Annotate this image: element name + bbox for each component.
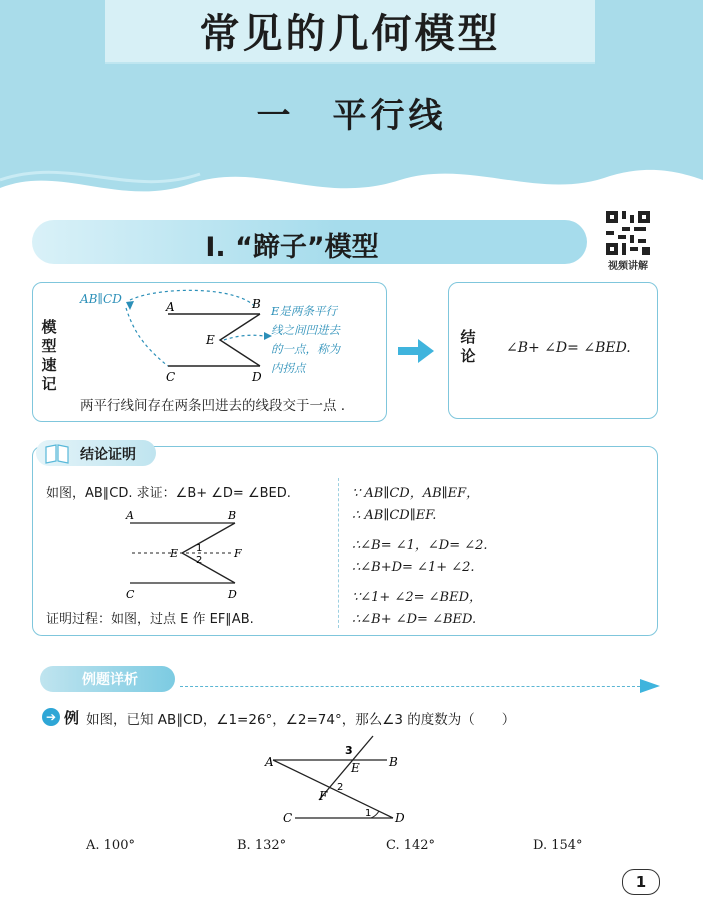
proof-point-f: F <box>234 547 242 560</box>
example-point-c: C <box>283 811 293 825</box>
model-note-line: E是两条平行 <box>271 304 337 318</box>
proof-step: ∴∠B+D= ∠1+ ∠2. <box>352 560 475 575</box>
proof-step: ∵∠1+ ∠2= ∠BED， <box>352 590 483 605</box>
model-label-char: 模 <box>41 318 57 336</box>
example-angle-3: 3 <box>345 744 353 757</box>
model-point-d: D <box>252 370 262 384</box>
example-question: 如图，已知 AB∥CD，∠1=26°，∠2=74°，那么∠3 的度数为（ ） <box>86 712 516 728</box>
proof-point-b: B <box>228 509 237 522</box>
qr-code-icon[interactable] <box>606 211 650 255</box>
example-point-a: A <box>265 755 274 769</box>
subtitle-title: I. “蹄子”模型 <box>205 232 379 263</box>
option-d[interactable]: D. 154° <box>533 838 583 853</box>
model-figure <box>60 286 280 386</box>
example-point-e: E <box>351 761 360 775</box>
model-point-a: A <box>166 300 175 314</box>
model-label-char: 记 <box>41 375 57 393</box>
example-angle-1: 1 <box>365 808 372 819</box>
model-parallel-label: AB∥CD <box>80 292 122 306</box>
header-wave <box>0 150 703 220</box>
conclusion-label <box>459 328 477 366</box>
model-point-b: B <box>252 297 261 311</box>
option-c[interactable]: C. 142° <box>386 838 436 853</box>
conclusion-label-char: 论 <box>460 347 476 365</box>
proof-point-d: D <box>228 588 237 601</box>
model-note <box>271 302 371 378</box>
section-title: 一 平行线 <box>256 96 447 136</box>
conclusion-label-char: 结 <box>460 328 476 346</box>
option-b[interactable]: B. 132° <box>237 838 287 853</box>
qr-caption: 视频讲解 <box>608 261 648 272</box>
example-dash-line <box>180 686 640 687</box>
proof-process: 证明过程：如图，过点 E 作 EF∥AB. <box>46 612 254 627</box>
page-number: 1 <box>622 869 660 895</box>
proof-step: ∴ AB∥CD∥EF. <box>352 508 437 523</box>
example-tab-label: 例题详析 <box>82 672 138 688</box>
model-note-line: 线之间凹进去 <box>271 323 340 337</box>
proof-angle-2: 2 <box>196 555 203 566</box>
right-arrow-icon <box>398 339 434 363</box>
example-point-f: F <box>319 789 328 803</box>
proof-figure <box>120 505 280 605</box>
proof-point-a: A <box>126 509 134 522</box>
example-point-d: D <box>395 811 405 825</box>
conclusion-formula: ∠B+ ∠D= ∠BED. <box>506 340 631 356</box>
model-point-e: E <box>206 333 215 347</box>
example-figure <box>255 730 425 830</box>
proof-prompt: 如图，AB∥CD. 求证：∠B+ ∠D= ∠BED. <box>46 486 291 501</box>
model-label <box>40 318 58 394</box>
proof-point-e: E <box>170 547 179 560</box>
example-label: 例 <box>64 709 80 727</box>
model-label-char: 速 <box>41 356 57 374</box>
proof-step: ∴∠B+ ∠D= ∠BED. <box>352 612 477 627</box>
model-point-c: C <box>166 370 176 384</box>
proof-step: ∵ AB∥CD，AB∥EF， <box>352 486 480 501</box>
example-angle-2: 2 <box>337 782 344 793</box>
proof-angle-1: 1 <box>196 543 203 554</box>
book-icon <box>44 441 70 465</box>
model-note-line: 的一点，称为 <box>271 342 340 356</box>
example-arrow-icon: ➔ <box>42 708 60 726</box>
model-label-char: 型 <box>41 337 57 355</box>
model-caption: 两平行线间存在两条凹进去的线段交于一点 . <box>80 398 346 414</box>
proof-divider <box>338 478 339 628</box>
proof-point-c: C <box>126 588 135 601</box>
example-point-b: B <box>389 755 398 769</box>
proof-step: ∴∠B= ∠1，∠D= ∠2. <box>352 538 488 553</box>
example-arrowhead-icon <box>640 679 660 693</box>
model-note-line: 内拐点 <box>271 361 306 375</box>
proof-tab-label: 结论证明 <box>80 447 136 463</box>
main-title: 常见的几何模型 <box>199 11 501 57</box>
option-a[interactable]: A. 100° <box>86 838 135 853</box>
